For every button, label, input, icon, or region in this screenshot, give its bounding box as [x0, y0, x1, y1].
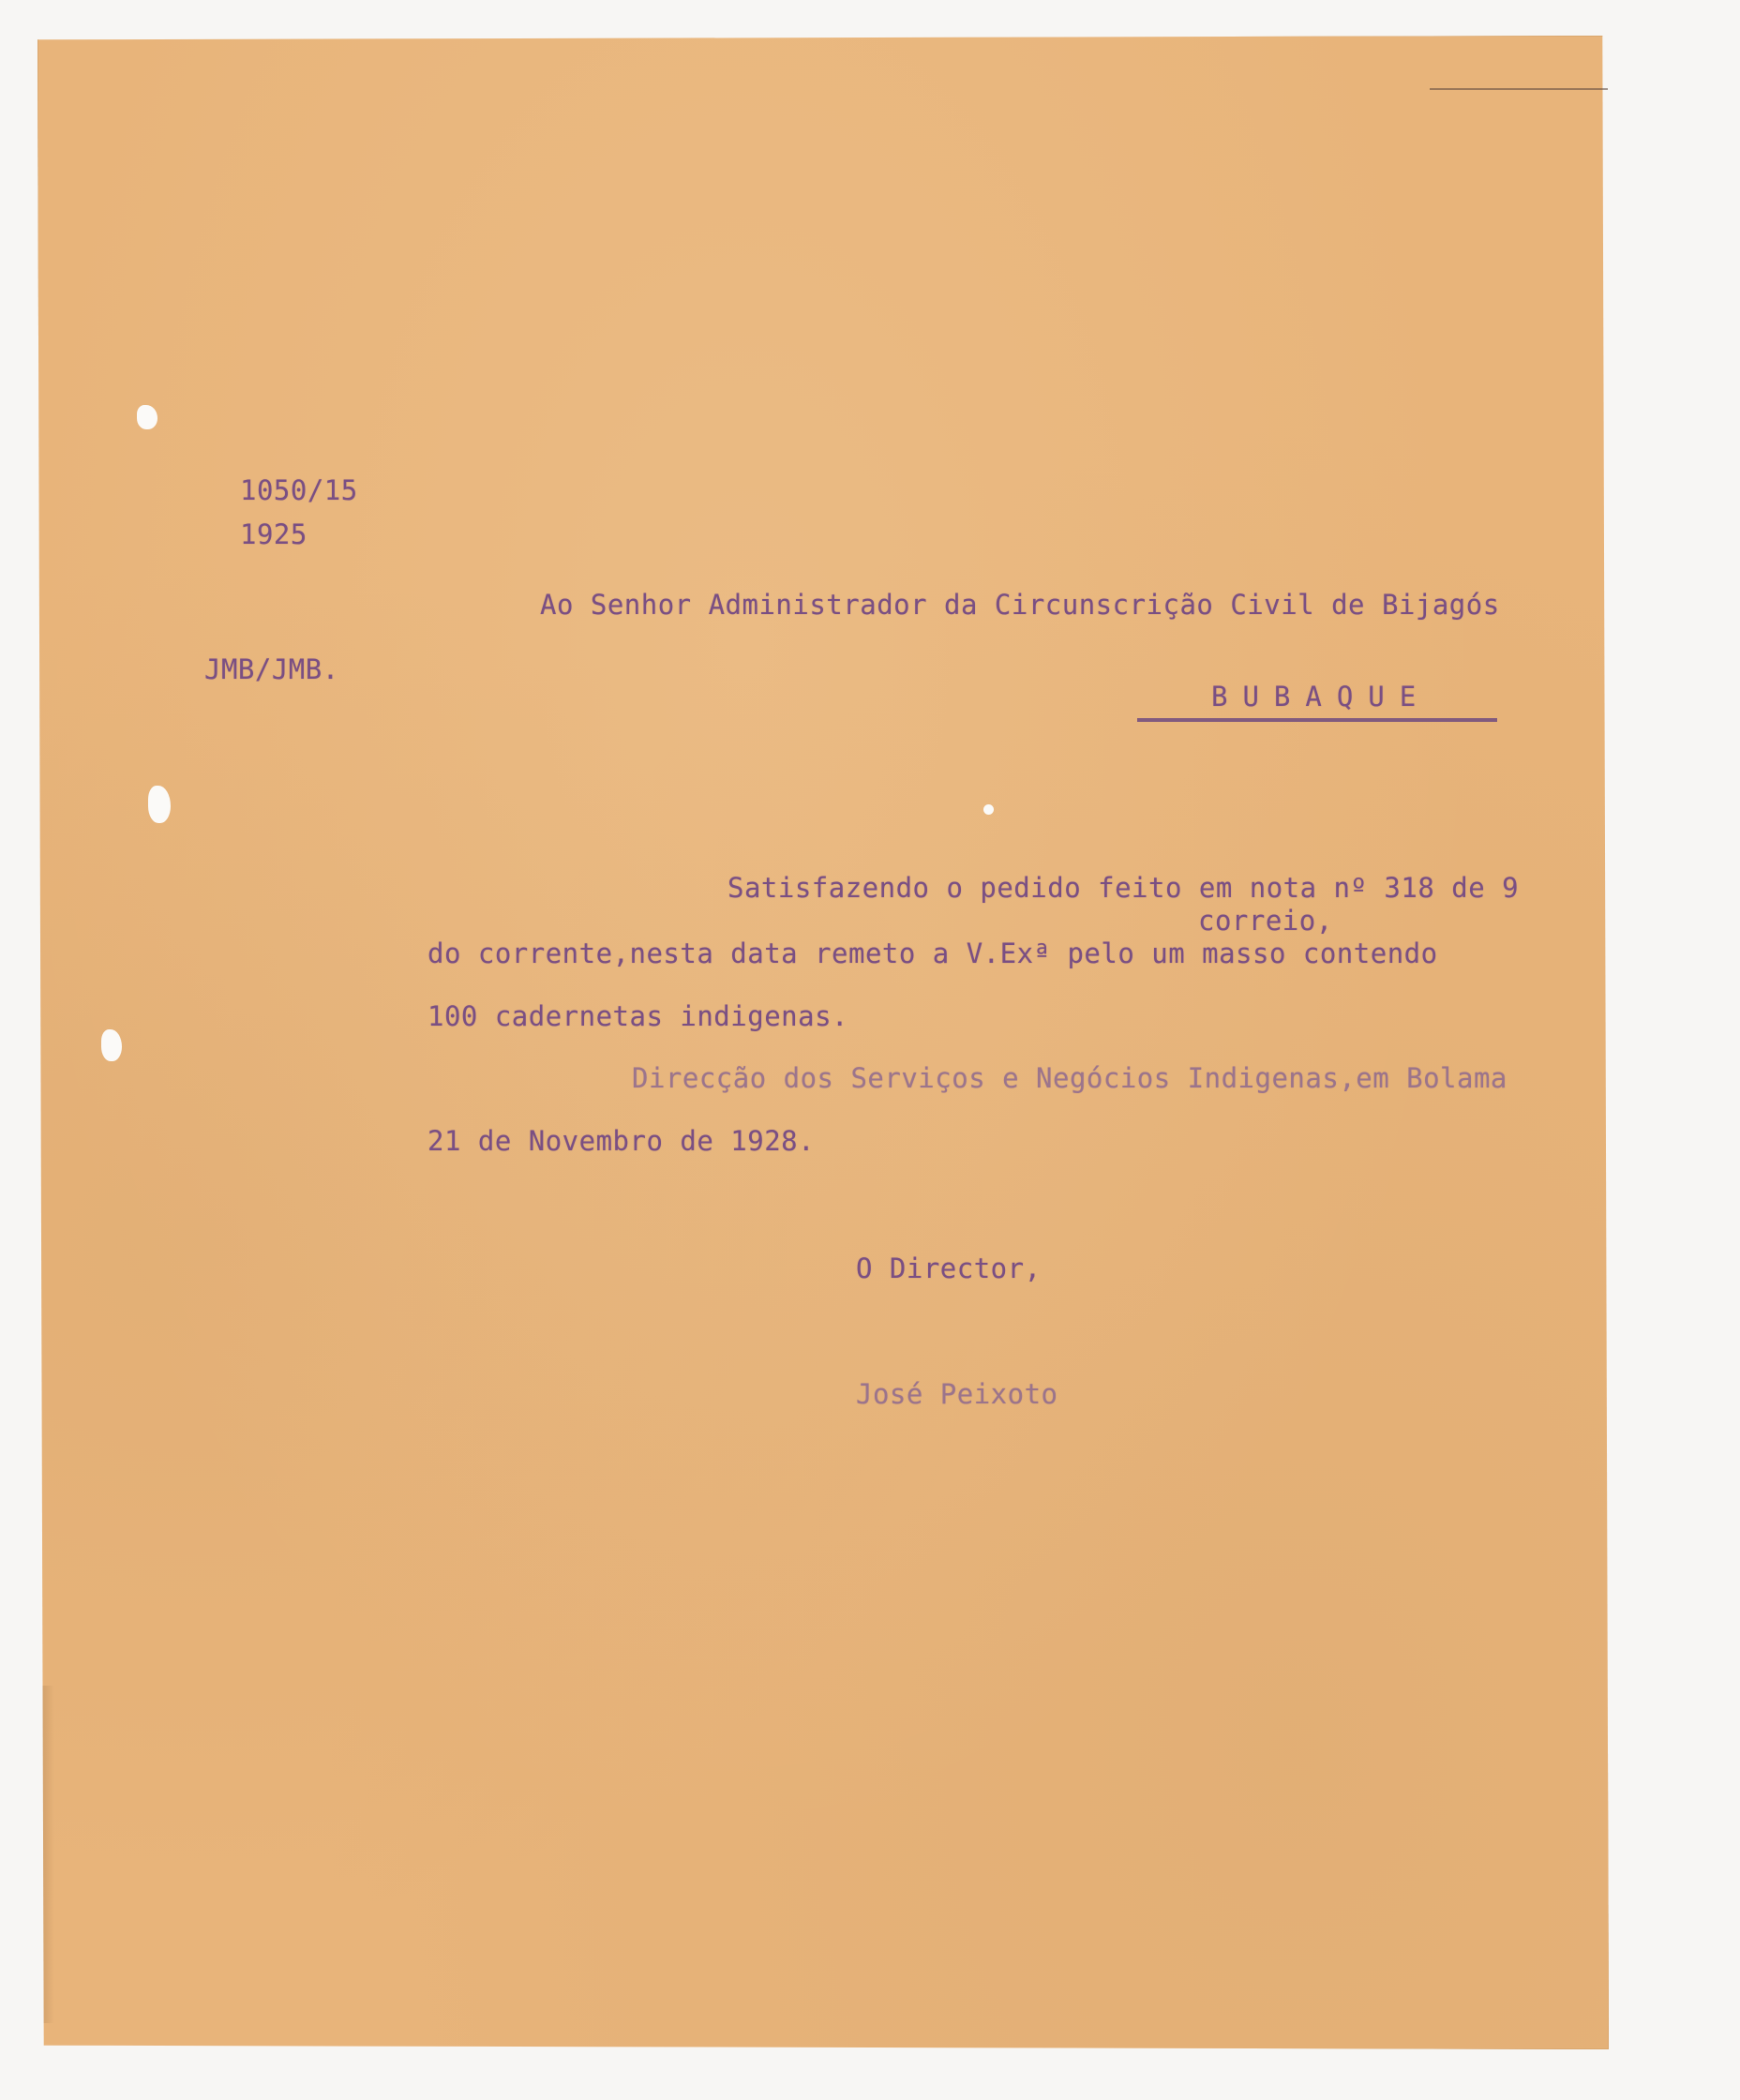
- location-underline: [1137, 718, 1497, 722]
- signature-name: José Peixoto: [856, 1378, 1058, 1410]
- closing-line-2: 21 de Novembro de 1928.: [428, 1125, 816, 1157]
- addressee-line: Ao Senhor Administrador da Circunscrição Civil de Bijagós: [540, 589, 1500, 621]
- body-line-2: do corrente,nesta data remeto a V.Exª pelo um masso contendo: [428, 938, 1438, 969]
- body-insert: correio,: [1198, 905, 1333, 937]
- typist-initials: JMB/JMB.: [204, 653, 339, 685]
- location-heading: BUBAQUE: [1211, 681, 1432, 712]
- punch-hole-mark: [101, 1029, 122, 1061]
- body-line-3: 100 cadernetas indigenas.: [428, 1000, 848, 1032]
- reference-year: 1925: [240, 518, 308, 550]
- fold-mark: [1430, 88, 1608, 90]
- punch-hole-mark: [148, 786, 171, 823]
- body-line-1: Satisfazendo o pedido feito em nota nº 318 de 9: [728, 872, 1520, 904]
- punch-hole-mark: [137, 405, 158, 429]
- reference-number: 1050/15: [240, 474, 358, 506]
- paper-edge-shadow: [38, 1686, 54, 2023]
- closing-line-1: Direcção dos Serviços e Negócios Indigenas,em Bolama: [632, 1062, 1508, 1094]
- punch-hole-mark: [983, 804, 994, 815]
- paper-sheet: [38, 36, 1609, 2049]
- signature-title: O Director,: [856, 1252, 1042, 1284]
